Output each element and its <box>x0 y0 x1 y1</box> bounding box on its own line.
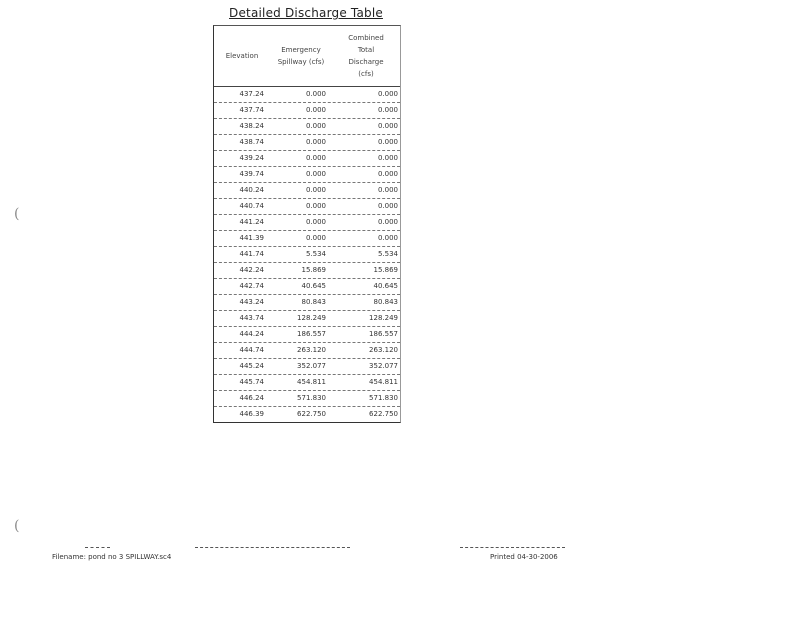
header-combined <box>332 26 400 86</box>
cell-spillway: 0.000 <box>305 202 326 210</box>
table-row <box>214 407 400 422</box>
cell-total-discharge: 0.000 <box>377 122 398 130</box>
footer-rule-left <box>85 547 110 548</box>
cell-total-discharge: 0.000 <box>377 234 398 242</box>
header-spillway-line2: Spillway (cfs) <box>277 58 325 66</box>
cell-spillway: 0.000 <box>305 186 326 194</box>
table-row <box>214 215 400 231</box>
cell-elevation: 441.74 <box>239 250 264 258</box>
table-row <box>214 311 400 327</box>
cell-total-discharge: 0.000 <box>377 90 398 98</box>
cell-total-discharge: 0.000 <box>377 170 398 178</box>
table-row <box>214 295 400 311</box>
table-row <box>214 343 400 359</box>
table-row <box>214 391 400 407</box>
cell-total-discharge: 5.534 <box>377 250 398 258</box>
table-row <box>214 199 400 215</box>
cell-spillway: 571.830 <box>297 394 326 402</box>
table-row <box>214 231 400 247</box>
cell-elevation: 441.24 <box>239 218 264 226</box>
cell-total-discharge: 15.869 <box>373 266 398 274</box>
cell-elevation: 443.74 <box>239 314 264 322</box>
header-combined-line3: Discharge <box>348 58 384 66</box>
cell-spillway: 0.000 <box>305 106 326 114</box>
footer-printed-date: Printed 04-30-2006 <box>490 553 558 561</box>
cell-spillway: 40.645 <box>301 282 326 290</box>
cell-spillway: 80.843 <box>301 298 326 306</box>
cell-spillway: 15.869 <box>301 266 326 274</box>
cell-spillway: 0.000 <box>305 218 326 226</box>
cell-spillway: 186.557 <box>297 330 326 338</box>
cell-spillway: 622.750 <box>297 410 326 418</box>
header-spillway <box>270 26 332 86</box>
cell-elevation: 445.74 <box>239 378 264 386</box>
cell-elevation: 437.74 <box>239 106 264 114</box>
cell-spillway: 0.000 <box>305 90 326 98</box>
cell-total-discharge: 622.750 <box>369 410 398 418</box>
footer-rule-middle <box>195 547 350 548</box>
table-row <box>214 87 400 103</box>
cell-spillway: 0.000 <box>305 170 326 178</box>
cell-elevation: 445.24 <box>239 362 264 370</box>
table-row <box>214 359 400 375</box>
table-row <box>214 103 400 119</box>
table-row <box>214 263 400 279</box>
cell-total-discharge: 0.000 <box>377 154 398 162</box>
cell-total-discharge: 352.077 <box>369 362 398 370</box>
header-elevation: Elevation <box>225 52 259 60</box>
cell-total-discharge: 0.000 <box>377 186 398 194</box>
cell-total-discharge: 0.000 <box>377 218 398 226</box>
cell-total-discharge: 80.843 <box>373 298 398 306</box>
table-body <box>214 87 400 422</box>
table-row <box>214 167 400 183</box>
cell-total-discharge: 571.830 <box>369 394 398 402</box>
discharge-table <box>213 25 401 423</box>
footer-filename: Filename: pond no 3 SPILLWAY.sc4 <box>52 553 172 561</box>
cell-total-discharge: 128.249 <box>369 314 398 322</box>
cell-elevation: 442.24 <box>239 266 264 274</box>
table-row <box>214 183 400 199</box>
cell-spillway: 0.000 <box>305 234 326 242</box>
cell-elevation: 439.74 <box>239 170 264 178</box>
table-row <box>214 119 400 135</box>
cell-total-discharge: 0.000 <box>377 202 398 210</box>
cell-total-discharge: 40.645 <box>373 282 398 290</box>
table-row <box>214 151 400 167</box>
table-row <box>214 327 400 343</box>
cell-spillway: 352.077 <box>297 362 326 370</box>
table-row <box>214 279 400 295</box>
cell-spillway: 0.000 <box>305 138 326 146</box>
cell-spillway: 454.811 <box>297 378 326 386</box>
footer-rule-right <box>460 547 565 548</box>
table-row <box>214 247 400 263</box>
cell-spillway: 263.120 <box>297 346 326 354</box>
cell-elevation: 439.24 <box>239 154 264 162</box>
cell-elevation: 437.24 <box>239 90 264 98</box>
cell-spillway: 5.534 <box>305 250 326 258</box>
cell-spillway: 0.000 <box>305 122 326 130</box>
cell-total-discharge: 0.000 <box>377 106 398 114</box>
cell-total-discharge: 0.000 <box>377 138 398 146</box>
cell-spillway: 0.000 <box>305 154 326 162</box>
table-header <box>214 26 400 87</box>
cell-elevation: 440.74 <box>239 202 264 210</box>
cell-total-discharge: 186.557 <box>369 330 398 338</box>
cell-elevation: 438.74 <box>239 138 264 146</box>
cell-elevation: 443.24 <box>239 298 264 306</box>
cell-elevation: 441.39 <box>239 234 264 242</box>
cell-total-discharge: 263.120 <box>369 346 398 354</box>
cell-elevation: 444.74 <box>239 346 264 354</box>
hole-punch-mark-bottom: ( <box>14 518 20 534</box>
table-row <box>214 135 400 151</box>
cell-elevation: 446.39 <box>239 410 264 418</box>
cell-elevation: 440.24 <box>239 186 264 194</box>
table-row <box>214 375 400 391</box>
cell-elevation: 446.24 <box>239 394 264 402</box>
page-title: Detailed Discharge Table <box>229 6 383 20</box>
cell-elevation: 442.74 <box>239 282 264 290</box>
header-combined-line4: (cfs) <box>358 70 374 78</box>
hole-punch-mark-top: ( <box>14 206 20 222</box>
cell-elevation: 444.24 <box>239 330 264 338</box>
header-spillway-line1: Emergency <box>281 46 321 54</box>
cell-total-discharge: 454.811 <box>369 378 398 386</box>
header-combined-line2: Total <box>357 46 375 54</box>
cell-elevation: 438.24 <box>239 122 264 130</box>
header-combined-line1: Combined <box>348 34 384 42</box>
cell-spillway: 128.249 <box>297 314 326 322</box>
